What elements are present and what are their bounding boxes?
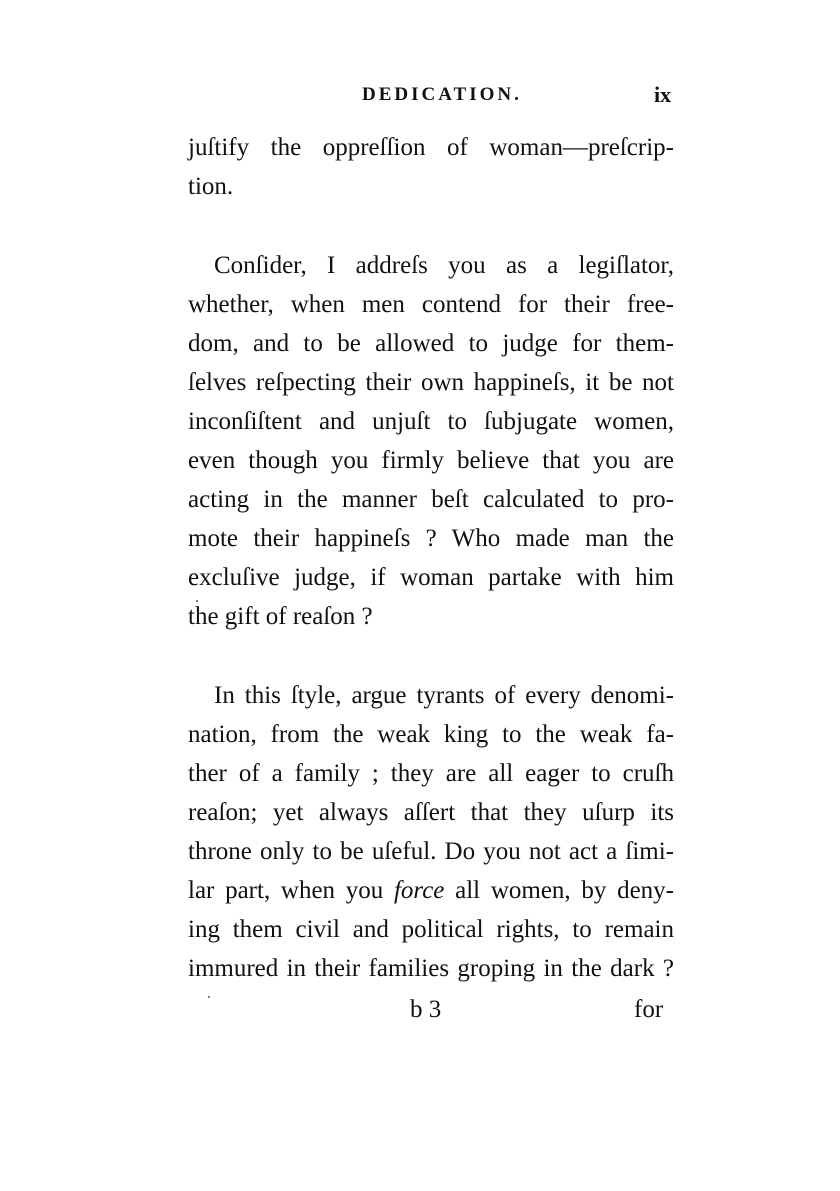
signature-mark: b 3: [410, 996, 442, 1023]
paragraph-3: [188, 676, 674, 988]
text-line: ſelves reſpecting their own happineſs, it be not: [188, 369, 674, 396]
paragraph-2: [188, 246, 674, 636]
text-line: whether, when men contend for their free-: [188, 291, 674, 318]
paragraph-gap: [188, 636, 674, 676]
text-line: throne only to be uſeful. Do you not act a ſimi-: [188, 838, 674, 865]
ink-speck: [208, 996, 210, 998]
text-line: tion.: [188, 173, 234, 200]
paragraph-gap: [188, 206, 674, 246]
catchword: for: [634, 996, 664, 1023]
text-line italic-line: lar part, when you force all women, by deny-: [188, 877, 674, 904]
text-line: inconſiſtent and unjuſt to ſubjugate women,: [188, 408, 674, 435]
text-line: Conſider, I addreſs you as a legiſlator,: [214, 252, 674, 279]
body-text: [188, 128, 674, 988]
ink-speck: [196, 600, 198, 602]
text-line: reaſon; yet always aſſert that they uſurp its: [188, 799, 674, 826]
text-line: ing them civil and political rights, to remain: [188, 916, 674, 943]
running-head: DEDICATION.: [362, 84, 522, 105]
text-line: acting in the manner beſt calculated to pro-: [188, 486, 674, 513]
text-line: dom, and to be allowed to judge for them-: [188, 330, 674, 357]
text-line: nation, from the weak king to the weak fa-: [188, 721, 674, 748]
page-number: ix: [654, 82, 672, 107]
text-line: even though you firmly believe that you are: [188, 447, 674, 474]
paragraph-1: [188, 128, 674, 206]
text-line: ther of a family ; they are all eager to cruſh: [188, 760, 674, 787]
text-line: the gift of reaſon ?: [188, 603, 373, 630]
text-line: immured in their families groping in the dark ?: [188, 955, 674, 982]
text-line: mote their happineſs ? Who made man the: [188, 525, 674, 552]
emphasized-word: force: [393, 877, 445, 904]
text-line: excluſive judge, if woman partake with him: [188, 564, 674, 591]
text-line: In this ſtyle, argue tyrants of every denomi-: [214, 682, 674, 709]
text-line: juſtify the oppreſſion of woman—preſcrip-: [188, 134, 674, 161]
